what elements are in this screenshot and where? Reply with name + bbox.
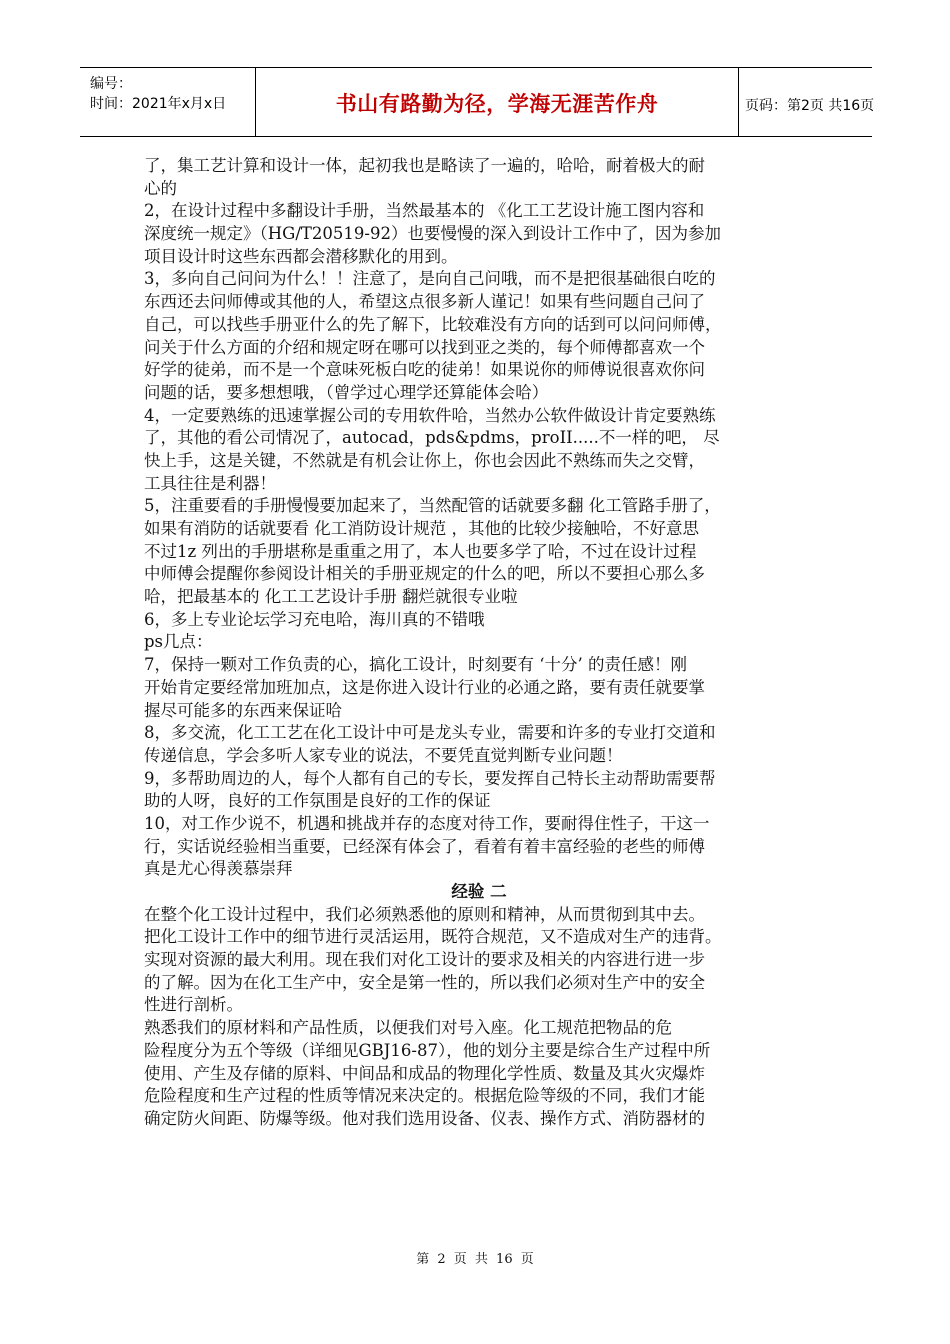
header-motto-cell <box>255 68 739 136</box>
text-line: 心的 <box>144 178 177 198</box>
text-line: 实现对资源的最大利用。现在我们对化工设计的要求及相关的内容进行进一步 <box>144 950 705 970</box>
text-line: 了，其他的看公司情况了，autocad，pds&pdms，proII.....不一样的吧， 尽 <box>144 428 720 448</box>
text-line: 熟悉我们的原材料和产品性质，以便我们对号入座。化工规范把物品的危 <box>144 1018 672 1038</box>
text-line: 东西还去问师傅或其他的人，希望这点很多新人谨记！如果有些问题自己问了 <box>144 292 705 312</box>
text-line: 哈，把最基本的 化工工艺设计手册 翻烂就很专业啦 <box>144 587 518 607</box>
document-body <box>144 155 814 1131</box>
header-page-cell <box>739 68 875 136</box>
header-page-number: 页码：第2页 共16页 <box>745 98 875 114</box>
text-line: 3，多向自己问问为什么！！注意了，是向自己问哦，而不是把很基础很白吃的 <box>144 269 716 289</box>
text-line: 自己，可以找些手册亚什么的先了解下，比较难没有方向的话到可以问问师傅， <box>144 314 722 334</box>
text-line: 传递信息，学会多听人家专业的说法，不要凭直觉判断专业问题！ <box>144 745 623 765</box>
text-line: 如果有消防的话就要看 化工消防设计规范 ，其他的比较少接触哈，不好意思 <box>144 519 699 538</box>
text-line: 2，在设计过程中多翻设计手册，当然最基本的 《化工工艺设计施工图内容和 <box>144 201 705 221</box>
text-line: 快上手，这是关键，不然就是有机会让你上，你也会因此不熟练而失之交臂， <box>144 450 705 470</box>
text-line: 使用、产生及存储的原料、中间品和成品的物理化学性质、数量及其火灾爆炸 <box>144 1063 705 1083</box>
text-line: 9，多帮助周边的人，每个人都有自己的专长，要发挥自己特长主动帮助需要帮 <box>144 768 716 788</box>
header-meta-cell <box>80 68 255 136</box>
text-line: 开始肯定要经常加班加点，这是你进入设计行业的必通之路，要有责任就要掌 <box>144 677 705 697</box>
text-line: 中师傅会提醒你参阅设计相关的手册亚规定的什么的吧，所以不要担心那么多 <box>144 564 705 584</box>
section-title: 经验 二 <box>451 882 507 901</box>
text-line: 工具往往是利器！ <box>144 473 276 493</box>
text-line: 在整个化工设计过程中，我们必须熟悉他的原则和精神，从而贯彻到其中去。 <box>144 904 705 924</box>
text-line: 问题的话，要多想想哦，（曾学过心理学还算能体会哈） <box>144 382 549 402</box>
text-line: 4，一定要熟练的迅速掌握公司的专用软件哈，当然办公软件做设计肯定要熟练 <box>144 405 716 425</box>
text-line: 了，集工艺计算和设计一体，起初我也是略读了一遍的，哈哈，耐着极大的耐 <box>144 156 705 175</box>
document-number-label: 编号： <box>90 76 132 92</box>
text-line: 10，对工作少说不，机遇和挑战并存的态度对待工作，要耐得住性子，干这一 <box>144 813 710 833</box>
body-paragraphs <box>144 155 814 881</box>
text-line: 助的人呀，良好的工作氛围是良好的工作的保证 <box>144 791 491 811</box>
text-line: 危险程度和生产过程的性质等情况来决定的。根据危险等级的不同，我们才能 <box>144 1086 705 1106</box>
text-line: 不过1z 列出的手册堪称是重重之用了，本人也要多学了哈，不过在设计过程 <box>144 541 697 561</box>
text-line: 7，保持一颗对工作负责的心，搞化工设计，时刻要有 ‘十分’ 的责任感！刚 <box>144 655 687 675</box>
text-line: 项目设计时这些东西都会潜移默化的用到。 <box>144 246 458 266</box>
page-footer: 第 2 页 共 16 页 <box>416 1252 534 1267</box>
document-date-label: 时间：2021年x月x日 <box>90 96 227 112</box>
text-line: 真是尤心得羡慕崇拜 <box>144 859 293 879</box>
text-line: 5，注重要看的手册慢慢要加起来了，当然配管的话就要多翻 化工管路手册了， <box>144 496 721 516</box>
text-line: 好学的徒弟，而不是一个意味死板白吃的徒弟！如果说你的师傅说很喜欢你问 <box>144 360 705 380</box>
text-line: 8，多交流，化工工艺在化工设计中可是龙头专业，需要和许多的专业打交道和 <box>144 723 716 743</box>
text-line: 问关于什么方面的介绍和规定呀在哪可以找到亚之类的，每个师傅都喜欢一个 <box>144 337 705 357</box>
text-line: 把化工设计工作中的细节进行灵活运用，既符合规范，又不造成对生产的违背。 <box>144 927 722 947</box>
section-paragraphs <box>144 904 814 1131</box>
header-motto: 书山有路勤为径，学海无涯苦作舟 <box>335 92 659 116</box>
text-line: 6，多上专业论坛学习充电哈，海川真的不错哦 <box>144 609 485 629</box>
text-line: 行，实话说经验相当重要，已经深有体会了，看着有着丰富经验的老些的师傅 <box>144 836 705 856</box>
text-line: 的了解。因为在化工生产中，安全是第一性的，所以我们必须对生产中的安全 <box>144 972 705 992</box>
text-line: ps几点： <box>144 632 213 652</box>
text-line: 深度统一规定》（HG/T20519-92）也要慢慢的深入到设计工作中了，因为参加 <box>144 224 721 244</box>
text-line: 握尽可能多的东西来保证哈 <box>144 700 342 720</box>
text-line: 确定防火间距、防爆等级。他对我们选用设备、仪表、操作方式、消防器材的 <box>144 1108 705 1128</box>
text-line: 险程度分为五个等级（详细见GBJ16-87），他的划分主要是综合生产过程中所 <box>144 1040 711 1060</box>
page-header <box>80 67 875 137</box>
text-line: 性进行剖析。 <box>144 995 243 1015</box>
